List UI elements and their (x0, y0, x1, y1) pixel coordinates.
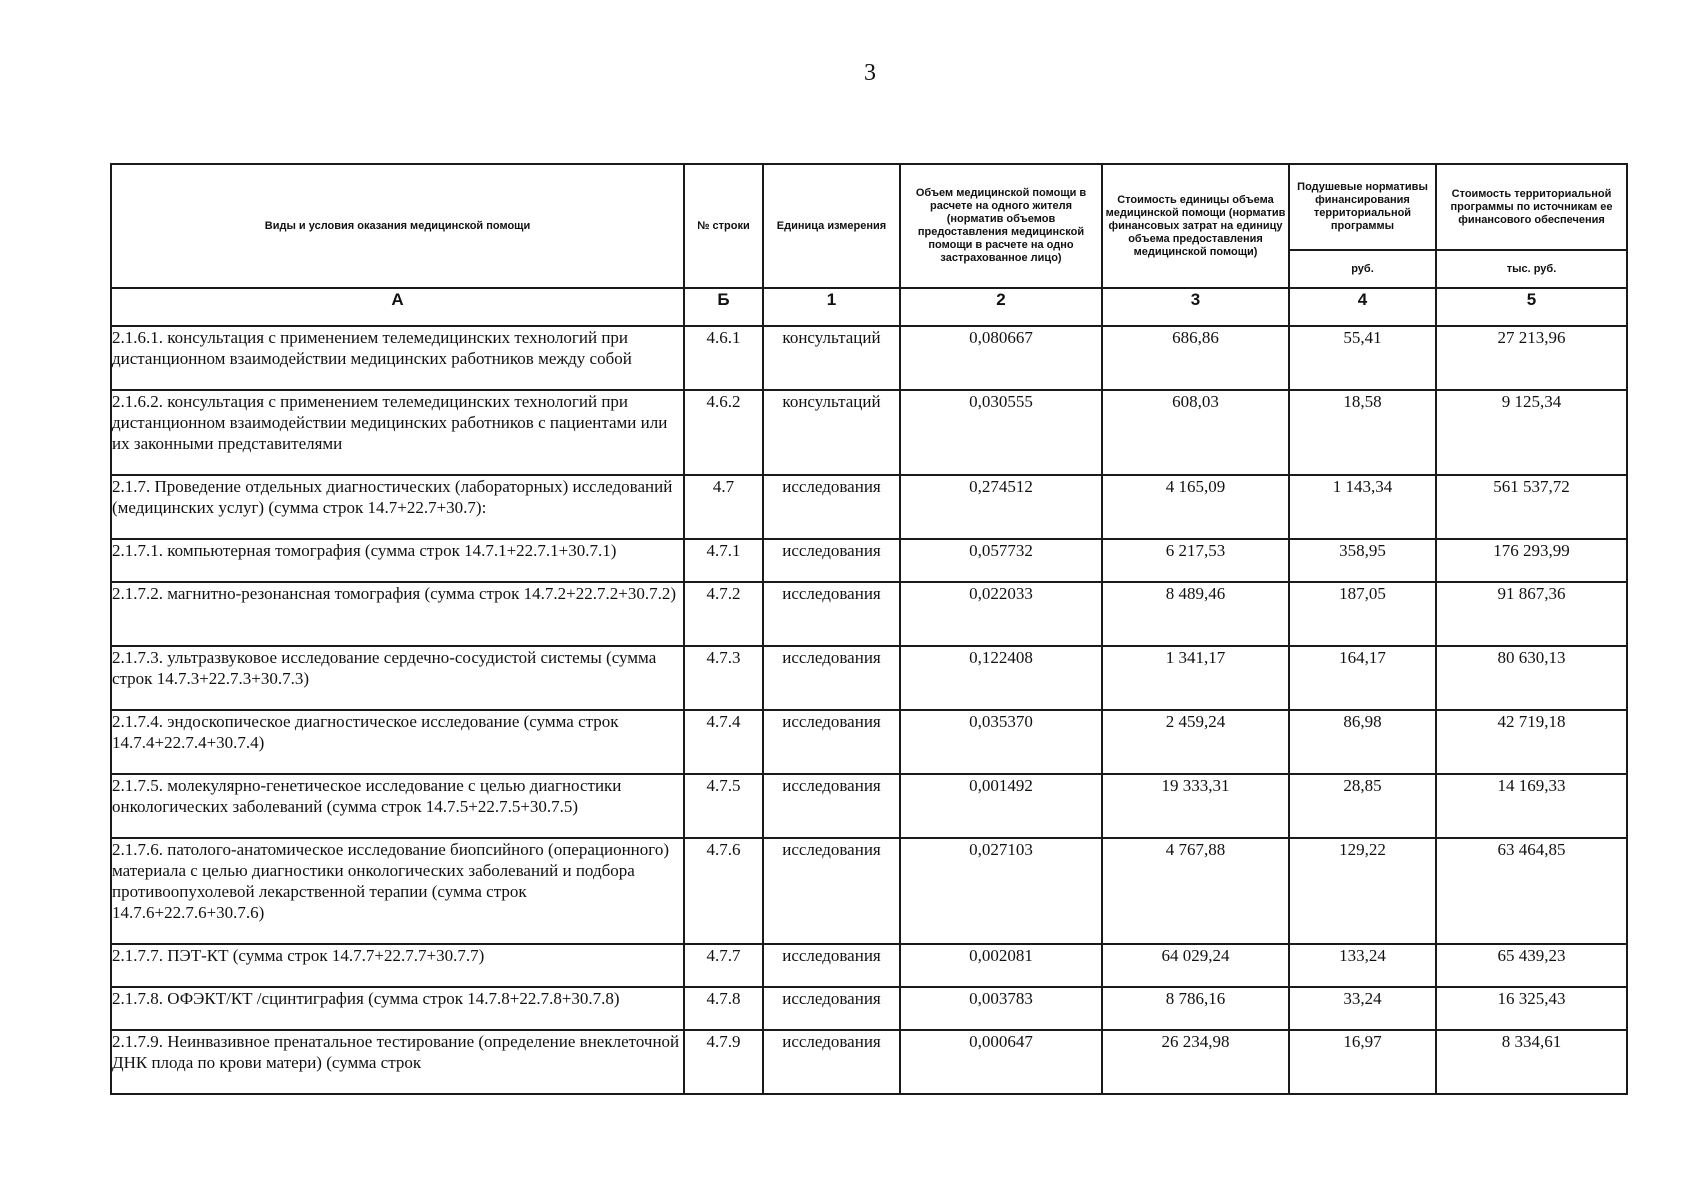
row-per-capita: 28,85 (1289, 774, 1436, 838)
row-per-capita: 1 143,34 (1289, 475, 1436, 539)
row-volume: 0,000647 (900, 1030, 1102, 1094)
table-row (111, 646, 1627, 710)
column-index: Б (684, 288, 763, 326)
row-total: 9 125,34 (1436, 390, 1627, 475)
row-unit: исследования (763, 1030, 900, 1094)
column-index-row (111, 288, 1627, 326)
row-total: 42 719,18 (1436, 710, 1627, 774)
row-line-number: 4.7.4 (684, 710, 763, 774)
row-total: 27 213,96 (1436, 326, 1627, 390)
table-row (111, 326, 1627, 390)
row-unit-cost: 26 234,98 (1102, 1030, 1289, 1094)
row-volume: 0,274512 (900, 475, 1102, 539)
row-volume: 0,001492 (900, 774, 1102, 838)
row-unit: исследования (763, 710, 900, 774)
row-volume: 0,027103 (900, 838, 1102, 944)
row-line-number: 4.6.1 (684, 326, 763, 390)
row-name: 2.1.7.7. ПЭТ-КТ (сумма строк 14.7.7+22.7.7+30.7.7) (111, 944, 684, 987)
column-index: 1 (763, 288, 900, 326)
row-line-number: 4.6.2 (684, 390, 763, 475)
row-line-number: 4.7.7 (684, 944, 763, 987)
column-index: А (111, 288, 684, 326)
row-line-number: 4.7.6 (684, 838, 763, 944)
row-name: 2.1.7. Проведение отдельных диагностических (лабораторных) исследований (медицинских услуг) (сумма строк 14.7+22.7+30.7): (111, 475, 684, 539)
row-unit-cost: 4 165,09 (1102, 475, 1289, 539)
row-volume: 0,002081 (900, 944, 1102, 987)
row-per-capita: 187,05 (1289, 582, 1436, 646)
table-row (111, 838, 1627, 944)
column-index: 4 (1289, 288, 1436, 326)
row-unit-cost: 64 029,24 (1102, 944, 1289, 987)
row-volume: 0,030555 (900, 390, 1102, 475)
table-row (111, 582, 1627, 646)
row-unit-cost: 1 341,17 (1102, 646, 1289, 710)
header-program-cost: Стоимость территориальной программы по источникам ее финансового обеспечения (1436, 164, 1627, 250)
row-per-capita: 129,22 (1289, 838, 1436, 944)
row-unit-cost: 4 767,88 (1102, 838, 1289, 944)
row-line-number: 4.7.9 (684, 1030, 763, 1094)
row-unit: исследования (763, 944, 900, 987)
row-volume: 0,057732 (900, 539, 1102, 582)
row-name: 2.1.7.8. ОФЭКТ/КТ /сцинтиграфия (сумма строк 14.7.8+22.7.8+30.7.8) (111, 987, 684, 1030)
row-name: 2.1.7.6. патолого-анатомическое исследование биопсийного (операционного) материала с целью диагностики онкологических заболеваний и подбора противоопухолевой лекарственной терапии (сумма строк 14.7.6+22.7.6+30.7.6) (111, 838, 684, 944)
table-row (111, 475, 1627, 539)
row-unit-cost: 8 489,46 (1102, 582, 1289, 646)
row-unit: исследования (763, 539, 900, 582)
row-per-capita: 164,17 (1289, 646, 1436, 710)
row-unit: исследования (763, 774, 900, 838)
table-row (111, 1030, 1627, 1094)
row-volume: 0,080667 (900, 326, 1102, 390)
row-total: 561 537,72 (1436, 475, 1627, 539)
header-unit-cost: Стоимость единицы объема медицинской помощи (норматив финансовых затрат на единицу объема предоставления медицинской помощи) (1102, 164, 1289, 288)
row-unit-cost: 2 459,24 (1102, 710, 1289, 774)
row-unit: исследования (763, 646, 900, 710)
row-unit-cost: 19 333,31 (1102, 774, 1289, 838)
header-row (111, 164, 1627, 250)
row-total: 80 630,13 (1436, 646, 1627, 710)
row-name: 2.1.7.5. молекулярно-генетическое исследование с целью диагностики онкологических заболеваний (сумма строк 14.7.5+22.7.5+30.7.5) (111, 774, 684, 838)
row-line-number: 4.7.3 (684, 646, 763, 710)
table-row (111, 390, 1627, 475)
header-unit: Единица измерения (763, 164, 900, 288)
row-volume: 0,003783 (900, 987, 1102, 1030)
header-unit-thousand-rub: тыс. руб. (1436, 250, 1627, 288)
column-index: 2 (900, 288, 1102, 326)
row-per-capita: 16,97 (1289, 1030, 1436, 1094)
row-per-capita: 358,95 (1289, 539, 1436, 582)
row-volume: 0,035370 (900, 710, 1102, 774)
row-volume: 0,022033 (900, 582, 1102, 646)
column-index: 5 (1436, 288, 1627, 326)
row-line-number: 4.7.8 (684, 987, 763, 1030)
page-number: 3 (864, 60, 876, 86)
header-per-capita: Подушевые нормативы финансирования территориальной программы (1289, 164, 1436, 250)
row-unit: консультаций (763, 390, 900, 475)
table-row (111, 710, 1627, 774)
financing-table (110, 163, 1628, 1095)
row-total: 91 867,36 (1436, 582, 1627, 646)
row-unit: исследования (763, 582, 900, 646)
row-line-number: 4.7.1 (684, 539, 763, 582)
table-row (111, 774, 1627, 838)
row-total: 8 334,61 (1436, 1030, 1627, 1094)
header-line-number: № строки (684, 164, 763, 288)
row-name: 2.1.7.1. компьютерная томография (сумма строк 14.7.1+22.7.1+30.7.1) (111, 539, 684, 582)
row-name: 2.1.7.3. ультразвуковое исследование сердечно-сосудистой системы (сумма строк 14.7.3+22.7.3+30.7.3) (111, 646, 684, 710)
row-total: 65 439,23 (1436, 944, 1627, 987)
row-unit-cost: 6 217,53 (1102, 539, 1289, 582)
table-row (111, 944, 1627, 987)
header-care-types: Виды и условия оказания медицинской помощи (111, 164, 684, 288)
row-line-number: 4.7 (684, 475, 763, 539)
row-per-capita: 86,98 (1289, 710, 1436, 774)
row-unit: консультаций (763, 326, 900, 390)
row-unit: исследования (763, 838, 900, 944)
row-per-capita: 18,58 (1289, 390, 1436, 475)
row-unit-cost: 686,86 (1102, 326, 1289, 390)
column-index: 3 (1102, 288, 1289, 326)
row-name: 2.1.6.1. консультация с применением телемедицинских технологий при дистанционном взаимодействии медицинских работников между собой (111, 326, 684, 390)
row-per-capita: 33,24 (1289, 987, 1436, 1030)
row-unit: исследования (763, 475, 900, 539)
row-total: 176 293,99 (1436, 539, 1627, 582)
row-line-number: 4.7.2 (684, 582, 763, 646)
table-row (111, 987, 1627, 1030)
row-total: 63 464,85 (1436, 838, 1627, 944)
row-unit: исследования (763, 987, 900, 1030)
row-total: 16 325,43 (1436, 987, 1627, 1030)
row-per-capita: 55,41 (1289, 326, 1436, 390)
header-volume: Объем медицинской помощи в расчете на одного жителя (норматив объемов предоставления медицинской помощи в расчете на одно застрахованное лицо) (900, 164, 1102, 288)
row-name: 2.1.7.9. Неинвазивное пренатальное тестирование (определение внеклеточной ДНК плода по крови матери) (сумма строк (111, 1030, 684, 1094)
row-volume: 0,122408 (900, 646, 1102, 710)
table-row (111, 539, 1627, 582)
row-per-capita: 133,24 (1289, 944, 1436, 987)
row-unit-cost: 608,03 (1102, 390, 1289, 475)
row-unit-cost: 8 786,16 (1102, 987, 1289, 1030)
row-name: 2.1.7.2. магнитно-резонансная томография (сумма строк 14.7.2+22.7.2+30.7.2) (111, 582, 684, 646)
row-line-number: 4.7.5 (684, 774, 763, 838)
row-name: 2.1.6.2. консультация с применением телемедицинских технологий при дистанционном взаимодействии медицинских работников с пациентами или их законными представителями (111, 390, 684, 475)
row-name: 2.1.7.4. эндоскопическое диагностическое исследование (сумма строк 14.7.4+22.7.4+30.7.4) (111, 710, 684, 774)
header-unit-rub: руб. (1289, 250, 1436, 288)
row-total: 14 169,33 (1436, 774, 1627, 838)
